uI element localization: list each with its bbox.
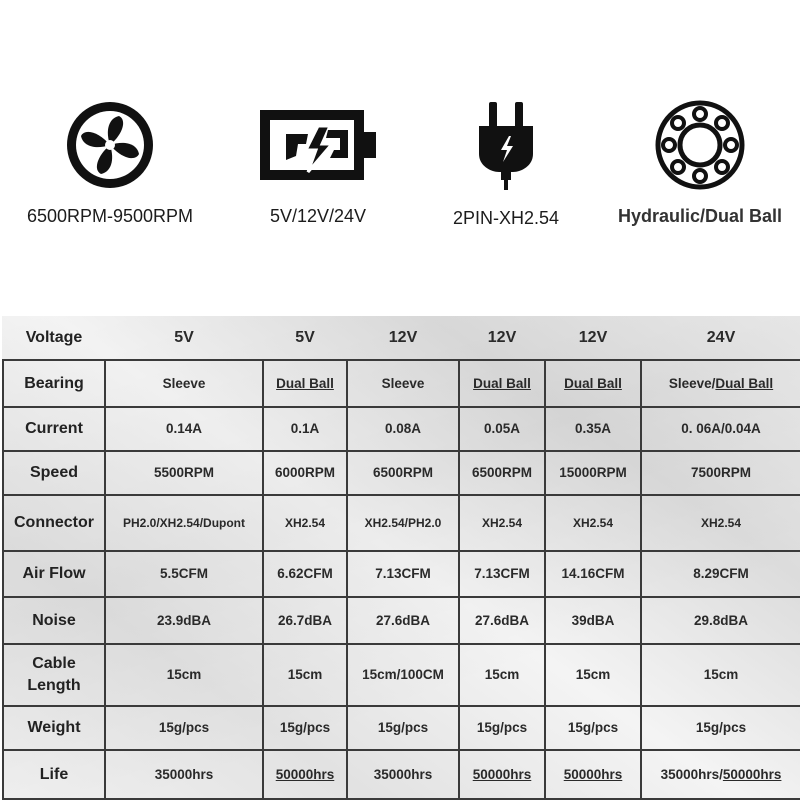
table-row xyxy=(3,360,800,407)
spec-table-panel xyxy=(2,316,800,800)
table-cell: 0.05A xyxy=(459,407,545,451)
table-cell: 5500RPM xyxy=(105,451,263,495)
column-header: 24V xyxy=(706,328,736,346)
table-cell: 6.62CFM xyxy=(263,551,347,598)
table-cell: Dual Ball xyxy=(459,360,545,407)
row-label: Noise xyxy=(3,597,105,644)
column-header: 12V xyxy=(388,328,418,346)
table-cell: 50000hrs xyxy=(459,750,545,799)
table-cell: 15000RPM xyxy=(545,451,641,495)
table-header-row xyxy=(3,316,800,360)
spec-table xyxy=(2,316,800,800)
table-cell: 15g/pcs xyxy=(459,706,545,750)
table-cell: 15cm xyxy=(105,644,263,706)
battery-bolt-icon xyxy=(256,100,380,190)
table-cell: 15cm xyxy=(263,644,347,706)
feature-connector xyxy=(406,100,606,229)
table-cell: Dual Ball xyxy=(545,360,641,407)
feature-connector-label: 2PIN-XH2.54 xyxy=(452,208,560,228)
table-cell: 7500RPM xyxy=(641,451,800,495)
life-part-b: 50000hrs xyxy=(722,766,782,782)
column-header: 12V xyxy=(578,328,608,346)
table-cell: 35000hrs xyxy=(347,750,459,799)
row-label-line2: Length xyxy=(27,676,81,694)
table-cell: 14.16CFM xyxy=(545,551,641,598)
table-cell: PH2.0/XH2.54/Dupont xyxy=(105,495,263,550)
row-label: Connector xyxy=(3,495,105,550)
table-row xyxy=(3,597,800,644)
column-header: 12V xyxy=(487,328,517,346)
table-cell xyxy=(641,360,800,407)
table-cell: XH2.54 xyxy=(641,495,800,550)
table-cell: 15cm xyxy=(459,644,545,706)
table-cell: 6500RPM xyxy=(459,451,545,495)
table-cell: 27.6dBA xyxy=(459,597,545,644)
plug-icon xyxy=(471,100,541,192)
column-header: 5V xyxy=(174,328,194,346)
table-row xyxy=(3,551,800,598)
row-label: Speed xyxy=(3,451,105,495)
row-label xyxy=(3,644,105,706)
fan-icon xyxy=(65,100,155,190)
feature-voltage xyxy=(218,100,418,227)
table-cell: 15g/pcs xyxy=(641,706,800,750)
table-cell: Sleeve xyxy=(347,360,459,407)
feature-voltage-label: 5V/12V/24V xyxy=(269,206,367,226)
life-part-a: 35000hrs/ xyxy=(660,766,723,782)
table-cell xyxy=(641,750,800,799)
table-row xyxy=(3,451,800,495)
table-cell: 15g/pcs xyxy=(105,706,263,750)
table-cell: 15cm xyxy=(545,644,641,706)
table-cell: XH2.54/PH2.0 xyxy=(347,495,459,550)
row-label: Weight xyxy=(3,706,105,750)
table-cell: 23.9dBA xyxy=(105,597,263,644)
bearing-dualball-text: Dual Ball xyxy=(715,375,774,391)
table-cell: XH2.54 xyxy=(545,495,641,550)
table-row xyxy=(3,407,800,451)
table-cell: 27.6dBA xyxy=(347,597,459,644)
feature-bearing-label: Hydraulic/Dual Ball xyxy=(617,206,783,226)
row-label: Bearing xyxy=(3,360,105,407)
table-cell: 0.1A xyxy=(263,407,347,451)
table-cell: 7.13CFM xyxy=(347,551,459,598)
table-cell: 6500RPM xyxy=(347,451,459,495)
table-cell: 15cm/100CM xyxy=(347,644,459,706)
table-row xyxy=(3,706,800,750)
row-label: Life xyxy=(3,750,105,799)
column-header: 5V xyxy=(295,328,315,346)
bearing-sleeve-text: Sleeve/ xyxy=(668,375,716,391)
row-label: Air Flow xyxy=(3,551,105,598)
table-cell: 39dBA xyxy=(545,597,641,644)
table-cell: 15g/pcs xyxy=(263,706,347,750)
row-label: Current xyxy=(3,407,105,451)
table-cell: 29.8dBA xyxy=(641,597,800,644)
table-cell: 50000hrs xyxy=(545,750,641,799)
table-cell: 0.14A xyxy=(105,407,263,451)
table-row xyxy=(3,495,800,550)
table-cell: 0.08A xyxy=(347,407,459,451)
feature-bearing xyxy=(600,100,800,227)
table-cell: 15cm xyxy=(641,644,800,706)
table-cell: 15g/pcs xyxy=(347,706,459,750)
table-cell: XH2.54 xyxy=(263,495,347,550)
row-label-line1: Cable xyxy=(32,654,76,672)
table-cell: 50000hrs xyxy=(263,750,347,799)
feature-icons-row xyxy=(0,0,800,300)
table-cell: 15g/pcs xyxy=(545,706,641,750)
table-cell: XH2.54 xyxy=(459,495,545,550)
feature-speed xyxy=(10,100,210,227)
table-cell: 35000hrs xyxy=(105,750,263,799)
table-cell: 0.35A xyxy=(545,407,641,451)
table-cell: 8.29CFM xyxy=(641,551,800,598)
table-cell: 7.13CFM xyxy=(459,551,545,598)
feature-speed-label: 6500RPM-9500RPM xyxy=(26,206,194,226)
table-row xyxy=(3,644,800,706)
bearing-icon xyxy=(655,100,745,190)
table-row xyxy=(3,750,800,799)
table-cell: 26.7dBA xyxy=(263,597,347,644)
table-cell: 5.5CFM xyxy=(105,551,263,598)
table-cell: 0. 06A/0.04A xyxy=(641,407,800,451)
table-cell: Sleeve xyxy=(105,360,263,407)
voltage-label: Voltage xyxy=(25,328,83,346)
table-cell: 6000RPM xyxy=(263,451,347,495)
table-cell: Dual Ball xyxy=(263,360,347,407)
